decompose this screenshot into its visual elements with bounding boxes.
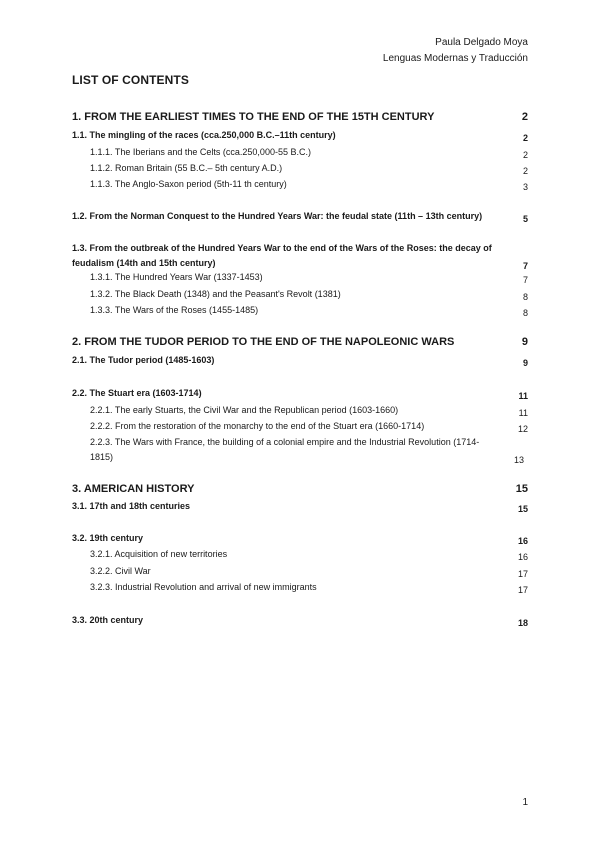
- toc-entry-page: 16: [517, 536, 528, 546]
- toc-entry-label: 3.2. 19th century: [72, 533, 144, 543]
- author-name: Paula Delgado Moya: [435, 37, 528, 48]
- toc-entry-label: 1.3.2. The Black Death (1348) and the Peasant's Revolt (1381): [90, 289, 341, 299]
- toc-entry-label: 2.2. The Stuart era (1603-1714): [72, 388, 202, 398]
- toc-title: LIST OF CONTENTS: [72, 73, 189, 87]
- toc-entry-1-1-3[interactable]: [90, 177, 528, 192]
- toc-entry-page: 11: [518, 408, 528, 418]
- toc-entry-label: 1.3.1. The Hundred Years War (1337-1453): [90, 272, 263, 282]
- toc-entry-label: 1.1.3. The Anglo-Saxon period (5th-11 th century): [90, 179, 287, 189]
- toc-entry-page: 9: [522, 358, 528, 368]
- toc-entry-1-1-1[interactable]: [90, 145, 528, 160]
- toc-entry-3-2-1[interactable]: [90, 547, 528, 562]
- toc-entry-label: 1.2. From the Norman Conquest to the Hundred Years War: the feudal state (11th – 13th century): [72, 211, 483, 221]
- toc-entry-2-2-3[interactable]: [90, 435, 528, 465]
- toc-entry-2-2-2[interactable]: [90, 419, 528, 434]
- toc-entry-label: 2.2.3. The Wars with France, the building of a colonial empire and the Industrial Revolution (1714-1815): [90, 437, 480, 462]
- toc-entry-label: 2.2.1. The early Stuarts, the Civil War and the Republican period (1603-1660): [90, 405, 399, 415]
- toc-entry-label: 2. FROM THE TUDOR PERIOD TO THE END OF THE NAPOLEONIC WARS: [72, 336, 455, 348]
- toc-entry-label: 2.1. The Tudor period (1485-1603): [72, 355, 215, 365]
- toc-entry-page: 12: [517, 424, 528, 434]
- toc-entry-page: 2: [522, 150, 528, 160]
- toc-entry-label: 3.2.1. Acquisition of new territories: [90, 549, 228, 559]
- toc-entry-1-3-2[interactable]: [90, 287, 528, 302]
- toc-entry-1-2[interactable]: [72, 209, 528, 224]
- toc-entry-label: 1.1.1. The Iberians and the Celts (cca.250,000-55 B.C.): [90, 147, 311, 157]
- toc-entry-label: 1.1.2. Roman Britain (55 B.C.– 5th century A.D.): [90, 163, 283, 173]
- toc-entry-2-1[interactable]: [72, 353, 528, 368]
- toc-entry-label: 3. AMERICAN HISTORY: [72, 483, 195, 495]
- toc-entry-label: 3.2.2. Civil War: [90, 566, 151, 576]
- toc-entry-page: 17: [517, 585, 528, 595]
- toc-entry-1-3-1[interactable]: [90, 270, 528, 285]
- toc-entry-section-2[interactable]: [72, 336, 528, 348]
- toc-entry-page: 8: [522, 292, 528, 302]
- toc-entry-label: 3.1. 17th and 18th centuries: [72, 501, 191, 511]
- toc-entry-1-3[interactable]: [72, 241, 528, 271]
- toc-entry-3-3[interactable]: [72, 613, 528, 628]
- toc-entry-1-3-3[interactable]: [90, 303, 528, 318]
- toc-entry-section-3[interactable]: [72, 483, 528, 495]
- toc-entry-page: 2: [522, 133, 528, 143]
- toc-entry-label: 1.1. The mingling of the races (cca.250,000 B.C.–11th century): [72, 130, 336, 140]
- toc-entry-page: 15: [515, 483, 528, 495]
- toc-entry-1-1[interactable]: [72, 128, 528, 143]
- toc-entry-page: 16: [517, 552, 528, 562]
- toc-entry-label: 3.3. 20th century: [72, 615, 144, 625]
- toc-entry-page: 15: [517, 504, 528, 514]
- toc-entry-page: 3: [522, 182, 528, 192]
- toc-entry-page: 11: [518, 391, 528, 401]
- toc-entry-page: 5: [522, 214, 528, 224]
- toc-entry-label: 1. FROM THE EARLIEST TIMES TO THE END OF THE 15TH CENTURY: [72, 111, 435, 123]
- toc-entry-page: 7: [522, 261, 528, 271]
- toc-entry-page: 13: [513, 455, 524, 465]
- toc-entry-label: 2.2.2. From the restoration of the monarchy to the end of the Stuart era (1660-1714): [90, 421, 425, 431]
- toc-entry-page: 2: [521, 111, 528, 123]
- toc-entry-label: 3.2.3. Industrial Revolution and arrival of new immigrants: [90, 582, 317, 592]
- toc-entry-1-1-2[interactable]: [90, 161, 528, 176]
- toc-entry-3-2[interactable]: [72, 531, 528, 546]
- toc-entry-3-2-3[interactable]: [90, 580, 528, 595]
- subject-name: Lenguas Modernas y Traducción: [382, 53, 528, 64]
- toc-entry-section-1[interactable]: [72, 111, 528, 123]
- page-header: [383, 35, 528, 67]
- toc-entry-3-1[interactable]: [72, 499, 528, 514]
- page-number: 1: [522, 797, 528, 808]
- toc-entry-3-2-2[interactable]: [90, 564, 528, 579]
- toc-entry-2-2[interactable]: [72, 386, 528, 401]
- toc-entry-page: 18: [517, 618, 528, 628]
- toc-entry-page: 9: [521, 336, 528, 348]
- toc-entry-page: 2: [522, 166, 528, 176]
- toc-entry-page: 7: [522, 275, 528, 285]
- toc-entry-label: 1.3.3. The Wars of the Roses (1455-1485): [90, 305, 259, 315]
- toc-entry-page: 8: [522, 308, 528, 318]
- toc-entry-label: 1.3. From the outbreak of the Hundred Years War to the end of the Wars of the Roses: the decay of feudalism (14th and 15th century): [72, 243, 492, 268]
- toc-entry-2-2-1[interactable]: [90, 403, 528, 418]
- toc-entry-page: 17: [517, 569, 528, 579]
